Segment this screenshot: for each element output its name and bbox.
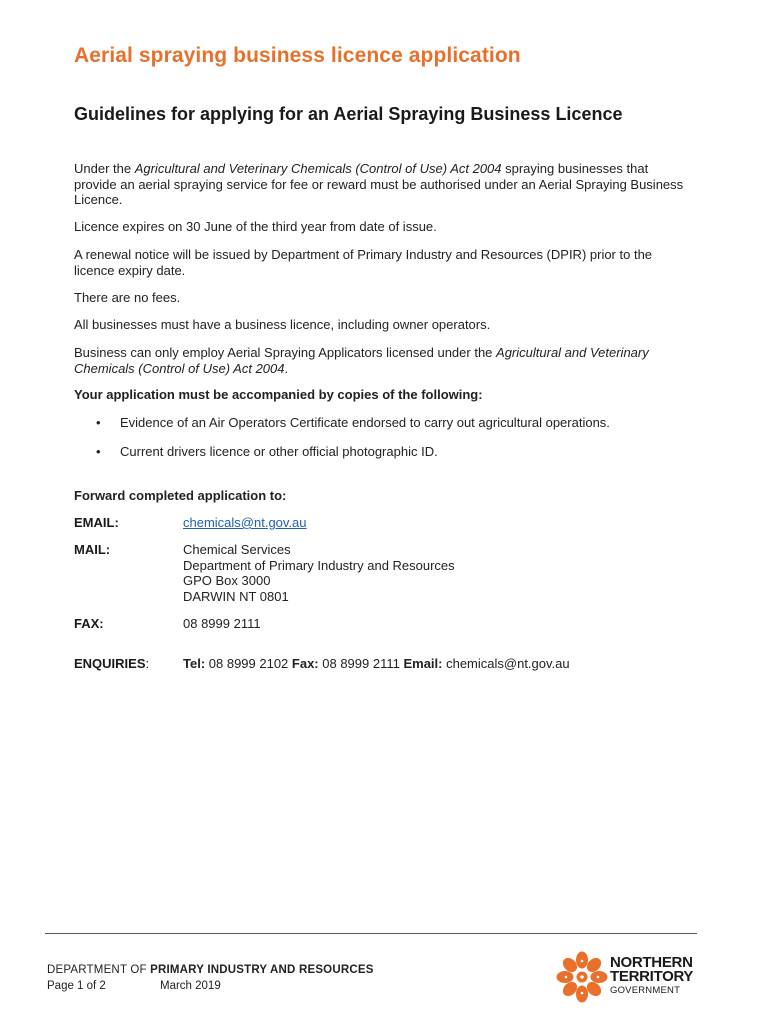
mail-label: MAIL: xyxy=(74,542,111,557)
bullet-icon: • xyxy=(96,444,101,459)
logo-line-territory: TERRITORY xyxy=(610,968,694,985)
intro-act-name: Agricultural and Veterinary Chemicals (Control of Use) Act 2004 xyxy=(134,161,502,176)
section-heading: Guidelines for applying for an Aerial Spraying Business Licence xyxy=(74,104,623,124)
enq-email-label: Email: xyxy=(403,656,443,671)
logo-line-northern: NORTHERN xyxy=(610,954,693,971)
owner-paragraph: All businesses must have a business licence, including owner operators. xyxy=(74,317,491,332)
intro-paragraph xyxy=(74,161,694,208)
footer-divider xyxy=(45,933,697,934)
enq-tel-label: Tel: xyxy=(183,656,206,671)
footer-dept-name: PRIMARY INDUSTRY AND RESOURCES xyxy=(150,964,374,976)
fax-value: 08 8999 2111 xyxy=(183,616,261,631)
mail-line: DARWIN NT 0801 xyxy=(183,588,289,604)
employ-paragraph xyxy=(74,345,694,376)
email-label: EMAIL: xyxy=(74,515,119,530)
employ-text-pre: Business can only employ Aerial Spraying Applicators licensed under the xyxy=(74,345,497,360)
logo-line-government: GOVERNMENT xyxy=(610,985,681,996)
accompany-heading: Your application must be accompanied by copies of the following: xyxy=(74,387,483,402)
fees-paragraph: There are no fees. xyxy=(74,290,181,305)
mail-address xyxy=(183,542,455,604)
footer-department xyxy=(47,964,374,976)
enquiries-label xyxy=(74,656,149,671)
page-title: Aerial spraying business licence application xyxy=(74,44,521,67)
footer-page-number: Page 1 of 2 xyxy=(47,980,106,992)
logo-wordmark xyxy=(610,956,693,998)
employ-act-name: Agricultural and Veterinary Chemicals (Control of Use) Act 2004 xyxy=(74,345,649,376)
expiry-paragraph: Licence expires on 30 June of the third year from date of issue. xyxy=(74,219,437,234)
mail-line: GPO Box 3000 xyxy=(183,573,271,588)
nt-flower-logo-icon xyxy=(556,950,608,1005)
bullet-icon: • xyxy=(96,415,101,430)
forward-heading: Forward completed application to: xyxy=(74,488,287,503)
email-link[interactable]: chemicals@nt.gov.au xyxy=(183,515,307,530)
nt-government-logo xyxy=(556,950,706,1005)
enquiries-colon: : xyxy=(145,656,150,671)
intro-text-post: spraying businesses that provide an aerial spraying service for fee or reward must be authorised under an Aerial Spraying Business Licence. xyxy=(74,161,684,207)
mail-line: Department of Primary Industry and Resources xyxy=(183,557,455,573)
renewal-paragraph: A renewal notice will be issued by Department of Primary Industry and Resources (DPIR) prior to the licence expiry date. xyxy=(74,247,653,278)
intro-text-pre: Under the xyxy=(74,161,135,176)
footer-date: March 2019 xyxy=(160,980,221,992)
email-value xyxy=(183,515,307,531)
fax-label: FAX: xyxy=(74,616,104,631)
bullet-text: Evidence of an Air Operators Certificate endorsed to carry out agricultural operations. xyxy=(120,415,610,430)
enq-tel-value: 08 8999 2102 xyxy=(205,656,292,671)
mail-line: Chemical Services xyxy=(183,542,291,557)
enquiries-value xyxy=(183,656,570,672)
enq-email-value: chemicals@nt.gov.au xyxy=(442,656,570,671)
bullet-text: Current drivers licence or other official photographic ID. xyxy=(120,444,438,459)
employ-text-post: . xyxy=(284,360,289,376)
enq-fax-value: 08 8999 2111 xyxy=(318,656,404,671)
enquiries-label-text: ENQUIRIES xyxy=(74,656,146,671)
footer-dept-prefix: DEPARTMENT OF xyxy=(47,964,151,976)
enq-fax-label: Fax: xyxy=(291,656,319,671)
